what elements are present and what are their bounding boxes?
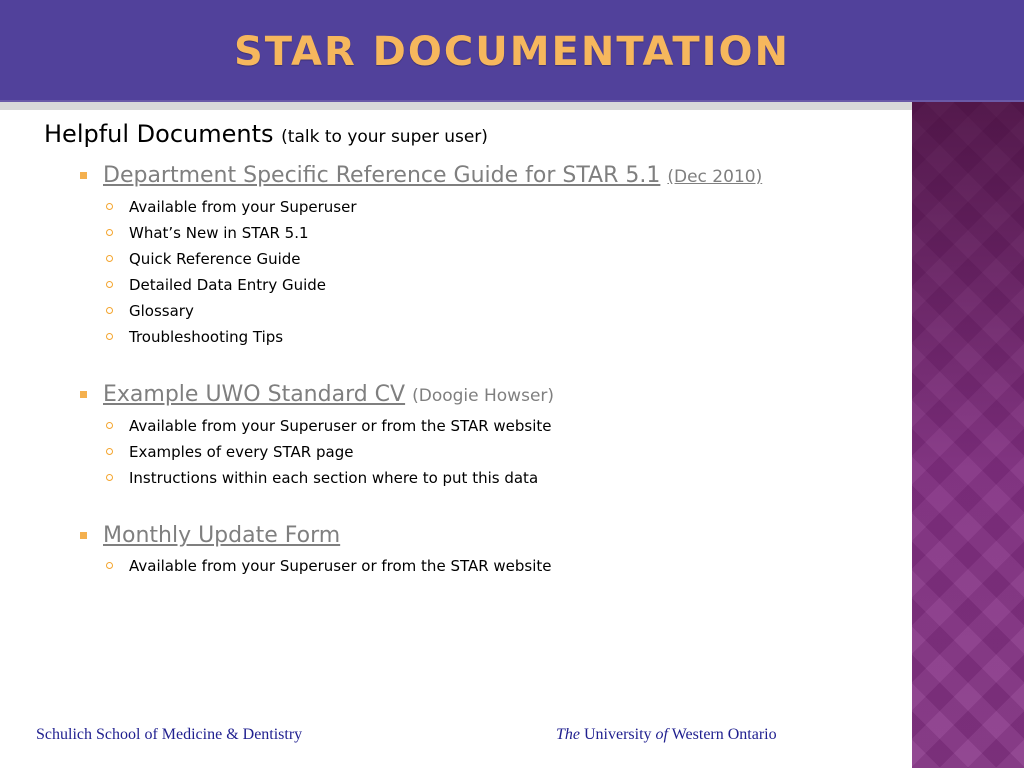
sub-list xyxy=(44,413,904,491)
list-item xyxy=(44,246,904,272)
title-divider xyxy=(0,102,912,110)
list-item-text: What’s New in STAR 5.1 xyxy=(129,224,309,242)
reference-guide-link[interactable]: Department Specific Reference Guide for STAR 5.1 xyxy=(103,163,661,188)
section-monthly-update xyxy=(44,521,904,579)
list-item-text: Examples of every STAR page xyxy=(129,443,354,461)
section-header xyxy=(44,521,904,551)
section-header xyxy=(44,161,904,192)
section-standard-cv xyxy=(44,380,904,491)
sub-list xyxy=(44,553,904,579)
list-item-text: Available from your Superuser or from the STAR website xyxy=(129,557,552,575)
title-bar xyxy=(0,0,1024,102)
circle-bullet-icon xyxy=(106,422,113,429)
decorative-side-panel xyxy=(912,102,1024,768)
footer-the: The xyxy=(556,726,580,743)
circle-bullet-icon xyxy=(106,255,113,262)
sub-list xyxy=(44,194,904,350)
content-heading xyxy=(44,116,904,155)
list-item xyxy=(44,194,904,220)
circle-bullet-icon xyxy=(106,307,113,314)
section-reference-guide xyxy=(44,161,904,350)
square-bullet-icon xyxy=(80,532,87,539)
footer-western: Western Ontario xyxy=(671,726,777,743)
list-item-text: Available from your Superuser or from the STAR website xyxy=(129,417,552,435)
list-item-text: Quick Reference Guide xyxy=(129,250,301,268)
circle-bullet-icon xyxy=(106,203,113,210)
list-item xyxy=(44,553,904,579)
list-item-text: Troubleshooting Tips xyxy=(129,328,284,346)
list-item-text: Available from your Superuser xyxy=(129,198,357,216)
circle-bullet-icon xyxy=(106,562,113,569)
monthly-update-form-link[interactable]: Monthly Update Form xyxy=(103,523,341,548)
footer-school: Schulich School of Medicine & Dentistry xyxy=(36,726,303,743)
list-item-text: Instructions within each section where to put this data xyxy=(129,469,539,487)
circle-bullet-icon xyxy=(106,448,113,455)
square-bullet-icon xyxy=(80,172,87,179)
standard-cv-link[interactable]: Example UWO Standard CV xyxy=(103,382,406,407)
list-item xyxy=(44,465,904,491)
circle-bullet-icon xyxy=(106,229,113,236)
list-item xyxy=(44,439,904,465)
list-item xyxy=(44,324,904,350)
circle-bullet-icon xyxy=(106,281,113,288)
footer-university xyxy=(556,726,777,744)
footer-university-word: University xyxy=(584,726,652,743)
slide-title: STAR DOCUMENTATION xyxy=(234,29,790,75)
list-item xyxy=(44,413,904,439)
list-item xyxy=(44,298,904,324)
heading-note: (talk to your super user) xyxy=(281,127,488,147)
circle-bullet-icon xyxy=(106,333,113,340)
list-item xyxy=(44,272,904,298)
footer-of: of xyxy=(655,726,668,743)
list-item xyxy=(44,220,904,246)
slide-content xyxy=(44,116,904,579)
square-bullet-icon xyxy=(80,391,87,398)
reference-guide-date[interactable]: (Dec 2010) xyxy=(667,167,763,187)
standard-cv-note: (Doogie Howser) xyxy=(412,386,555,406)
heading-text: Helpful Documents xyxy=(44,120,274,148)
list-item-text: Glossary xyxy=(129,302,194,320)
circle-bullet-icon xyxy=(106,474,113,481)
list-item-text: Detailed Data Entry Guide xyxy=(129,276,327,294)
section-header xyxy=(44,380,904,411)
